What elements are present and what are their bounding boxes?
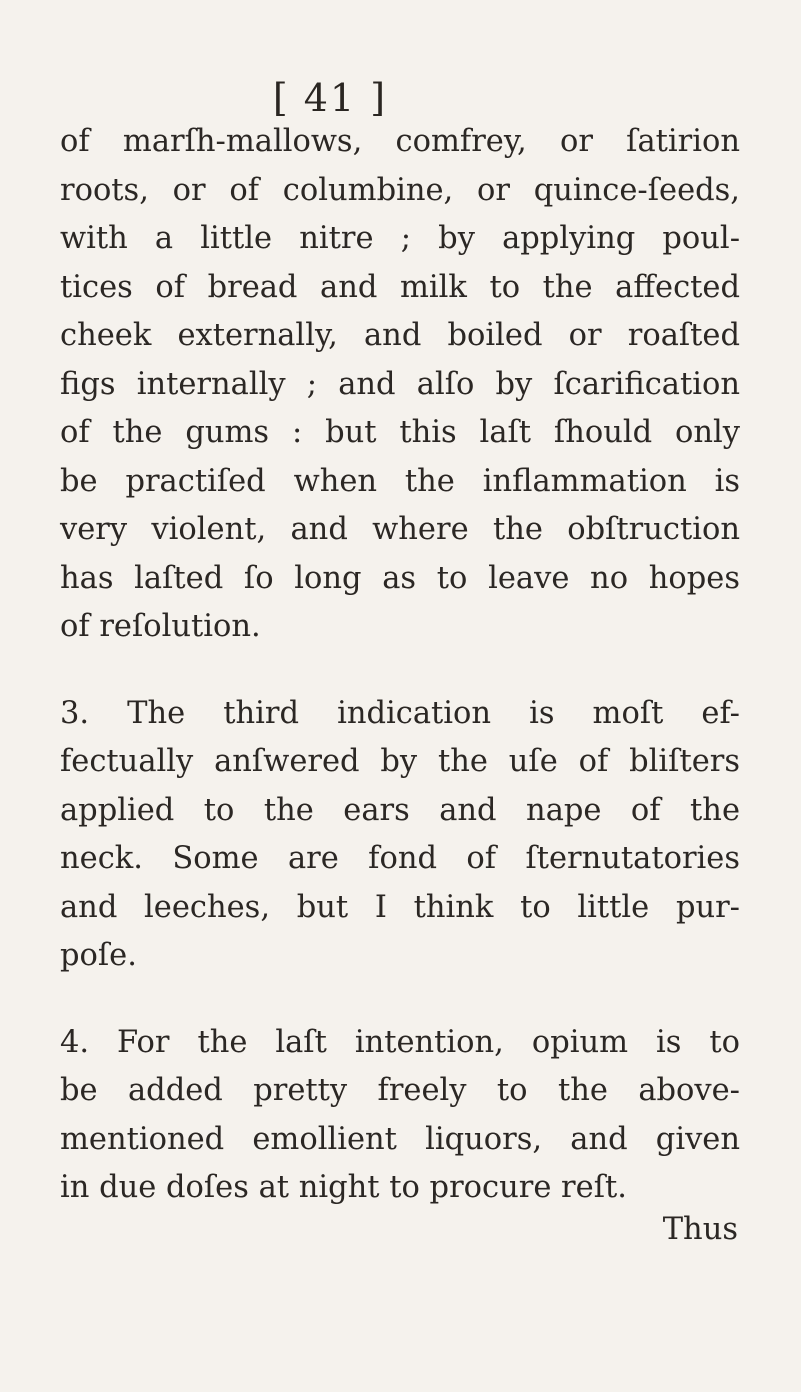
text-line: of reſolution. <box>60 609 261 644</box>
text-line: fectually anſwered by the uſe of bliſters <box>60 744 740 779</box>
text-line: very violent, and where the obſtruction <box>60 512 740 547</box>
paragraph-gap <box>60 981 740 1019</box>
text-line: be practiſed when the inflammation is <box>60 463 740 499</box>
text-line: neck. Some are fond of ſternutatories <box>60 841 740 876</box>
paragraph-1 <box>60 118 740 652</box>
text-line: be added pretty freely to the above- <box>60 1073 740 1108</box>
text-line: cheek externally, and boiled or roaſted <box>60 318 740 353</box>
catchword: Thus <box>662 1212 738 1247</box>
text-line: 4. For the laſt intention, opium is to <box>60 1024 740 1060</box>
text-line: of marſh-mallows, comfrey, or ſatirion <box>60 124 740 159</box>
paragraph-2 <box>60 690 740 981</box>
text-line: has laſted ſo long as to leave no hopes <box>60 560 740 596</box>
text-line: figs internally ; and alſo by ſcarification <box>60 366 740 402</box>
text-line: tices of bread and milk to the affected <box>60 269 740 305</box>
text-line: and leeches, but I think to little pur- <box>60 889 740 925</box>
text-line: roots, or of columbine, or quince-ſeeds, <box>60 172 740 208</box>
paragraph-gap <box>60 652 740 690</box>
paragraph-3 <box>60 1019 740 1213</box>
text-line: of the gums : but this laſt ſhould only <box>60 415 740 450</box>
text-line: 3. The third indication is moſt ef- <box>60 695 740 731</box>
text-line: in due doſes at night to procure reſt. <box>60 1170 627 1205</box>
text-line: mentioned emollient liquors, and given <box>60 1121 740 1157</box>
text-line: poſe. <box>60 938 137 973</box>
page-body <box>60 118 740 1213</box>
page-number-header: [ 41 ] <box>272 76 388 120</box>
text-line: applied to the ears and nape of the <box>60 792 740 828</box>
text-line: with a little nitre ; by applying poul- <box>60 221 740 256</box>
